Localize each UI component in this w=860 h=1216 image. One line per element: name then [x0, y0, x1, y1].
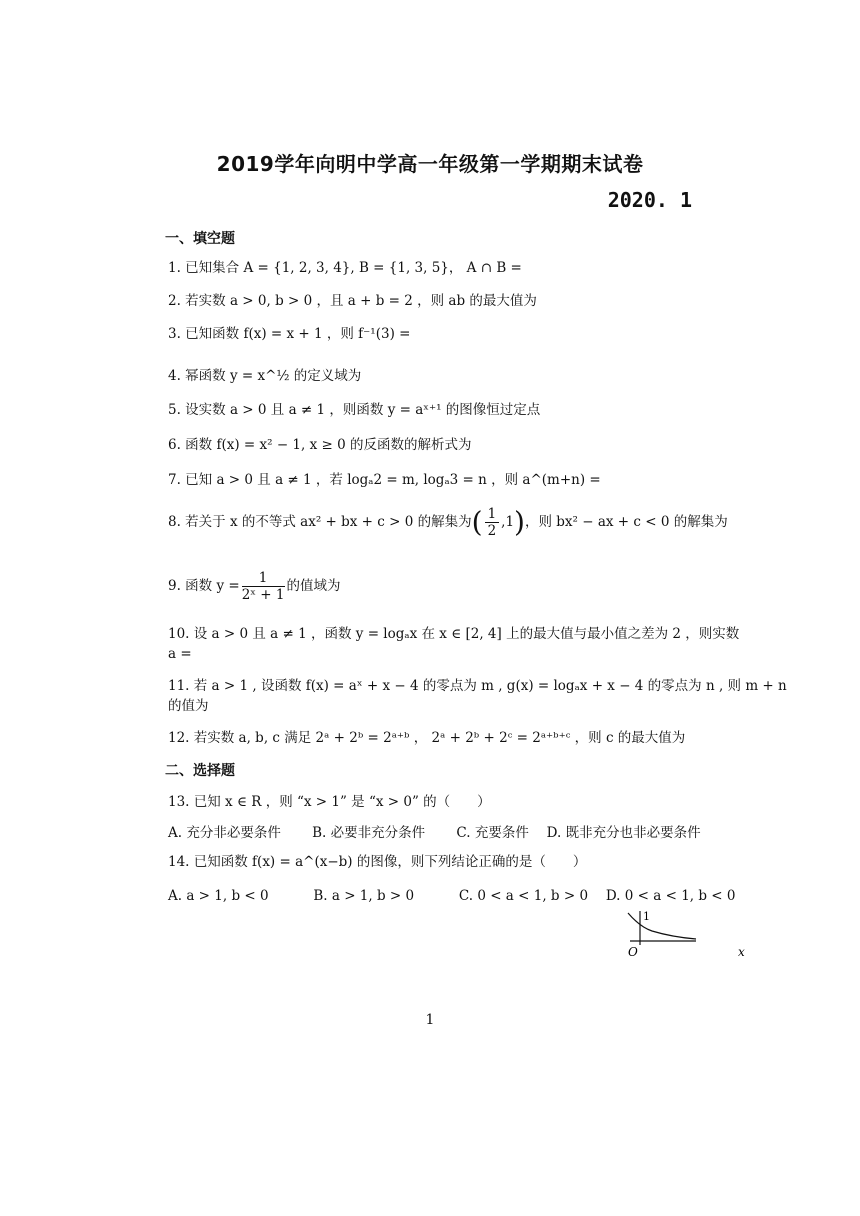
function-graph	[620, 905, 760, 965]
question-6: 6. 函数 f(x) = x² − 1, x ≥ 0 的反函数的解析式为	[168, 437, 472, 453]
question-9-suffix: 的值域为	[286, 578, 341, 594]
question-12: 12. 若实数 a, b, c 满足 2ᵃ + 2ᵇ = 2ᵃ⁺ᵇ ， 2ᵃ + 2ᵇ + 2ᶜ = 2ᵃ⁺ᵇ⁺ᶜ ，则 c 的最大值为	[168, 730, 686, 746]
question-10-line-1: 10. 设 a > 0 且 a ≠ 1 ，函数 y = logₐx 在 x ∈ [2, 4] 上的最大值与最小值之差为 2 ，则实数	[168, 626, 740, 642]
interval-separator: ,1	[501, 514, 515, 530]
question-9-prefix: 9. 函数 y =	[168, 578, 240, 594]
question-4: 4. 幂函数 y = x^½ 的定义域为	[168, 368, 362, 384]
close-paren: )	[514, 505, 525, 539]
question-10-line-2: a =	[168, 646, 192, 662]
section-fill-in-blank: 一、填空题	[165, 231, 235, 247]
question-8-numerator: 1	[485, 506, 500, 523]
question-9	[168, 570, 341, 603]
question-8-fraction	[485, 506, 500, 539]
question-3: 3. 已知函数 f(x) = x + 1 ，则 f⁻¹(3) =	[168, 326, 411, 342]
question-8-prefix: 8. 若关于 x 的不等式 ax² + bx + c > 0 的解集为	[168, 514, 472, 530]
question-7: 7. 已知 a > 0 且 a ≠ 1 ，若 logₐ2 = m, logₐ3 = n ，则 a^(m+n) =	[168, 472, 601, 488]
exponential-curve	[628, 913, 696, 939]
question-11-line-2: 的值为	[168, 698, 209, 714]
question-11-line-1: 11. 若 a > 1 , 设函数 f(x) = aˣ + x − 4 的零点为 m , g(x) = logₐx + x − 4 的零点为 n , 则 m + n	[168, 678, 787, 694]
question-5: 5. 设实数 a > 0 且 a ≠ 1 ，则函数 y = aˣ⁺¹ 的图像恒过定点	[168, 402, 541, 418]
open-paren: (	[471, 505, 483, 539]
question-8-suffix: ，则 bx² − ax + c < 0 的解集为	[524, 514, 728, 530]
question-8-denominator: 2	[487, 523, 497, 539]
question-14: 14. 已知函数 f(x) = a^(x−b) 的图像，则下列结论正确的是（ ）	[168, 854, 587, 870]
question-9-fraction	[242, 570, 285, 603]
question-8	[168, 506, 728, 539]
exam-title: 2019学年向明中学高一年级第一学期期末试卷	[216, 152, 644, 176]
origin-label: O	[628, 945, 638, 959]
question-1: 1. 已知集合 A = {1, 2, 3, 4}, B = {1, 3, 5}， A ∩ B =	[168, 260, 522, 276]
question-9-numerator: 1	[242, 570, 285, 587]
question-13-options: A. 充分非必要条件 B. 必要非充分条件 C. 充要条件 D. 既非充分也非必要条件	[168, 825, 701, 841]
question-2: 2. 若实数 a > 0, b > 0 ，且 a + b = 2 ，则 ab 的最大值为	[168, 293, 537, 309]
section-multiple-choice: 二、选择题	[165, 763, 235, 779]
question-9-denominator: 2ˣ + 1	[241, 587, 285, 603]
y-tick-label: 1	[643, 910, 650, 923]
question-13: 13. 已知 x ∈ R ，则 “x > 1” 是 “x > 0” 的（ ）	[168, 794, 491, 810]
exam-date: 2020. 1	[607, 188, 692, 212]
x-axis-label: x	[738, 945, 745, 959]
page-number: 1	[425, 1012, 435, 1028]
question-14-options: A. a > 1, b < 0 B. a > 1, b > 0 C. 0 < a < 1, b > 0 D. 0 < a < 1, b < 0	[168, 888, 736, 904]
